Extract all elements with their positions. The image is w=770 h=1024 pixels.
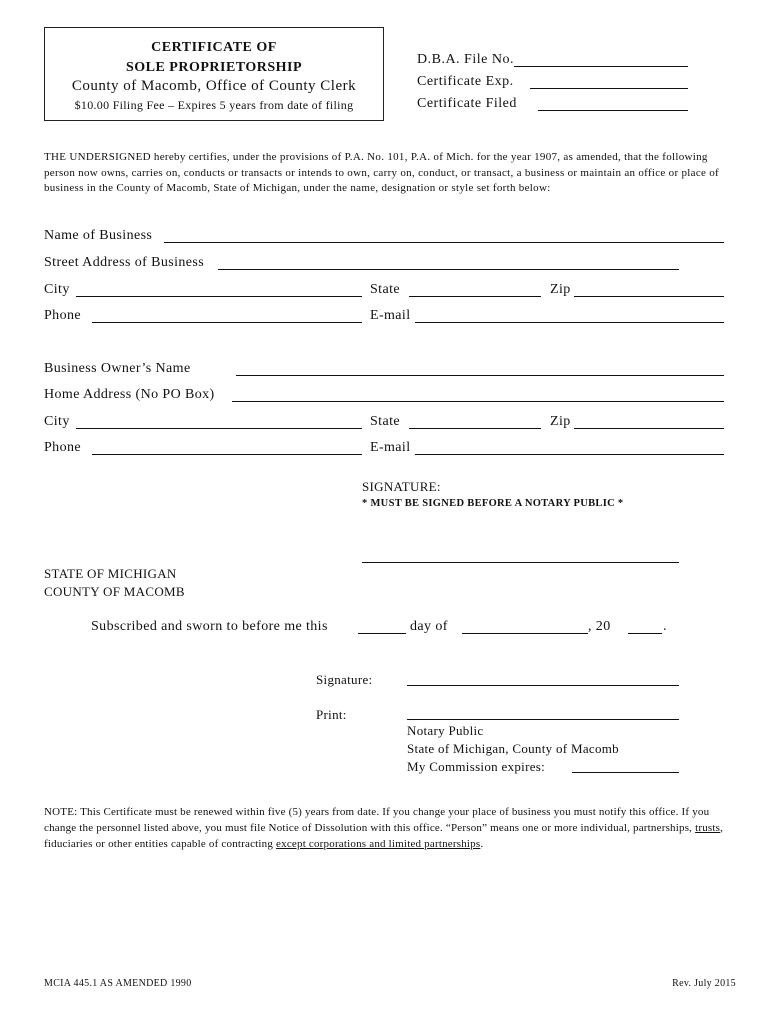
footer-form-code: MCIA 445.1 AS AMENDED 1990	[44, 978, 192, 989]
business-zip-label: Zip	[550, 282, 571, 297]
business-name-field[interactable]	[164, 242, 724, 243]
owner-email-label: E-mail	[370, 440, 411, 455]
notary-notice: * MUST BE SIGNED BEFORE A NOTARY PUBLIC *	[362, 498, 624, 509]
notary-line3: My Commission expires:	[407, 759, 546, 774]
note-text1: NOTE: This Certificate must be renewed within five (5) years from date. If you change your place of business you must notify this office. If you change the personnel listed above, you must file Notice of Dissolution with this office. “Person” means one or more individual, partnerships,	[44, 806, 710, 834]
notary-print-field[interactable]	[407, 719, 679, 720]
notary-signature-label: Signature:	[316, 672, 373, 687]
note-except: except corporations and limited partnerships	[276, 838, 481, 850]
cert-exp-label: Certificate Exp.	[417, 74, 514, 89]
business-state-label: State	[370, 282, 400, 297]
sworn-part2: day of	[410, 619, 448, 634]
venue-county: COUNTY OF MACOMB	[44, 584, 185, 599]
business-city-label: City	[44, 282, 70, 297]
owner-zip-label: Zip	[550, 414, 571, 429]
sworn-part3: , 20	[588, 619, 611, 634]
owner-state-label: State	[370, 414, 400, 429]
notary-print-label: Print:	[316, 707, 347, 722]
note-text3: .	[480, 838, 484, 850]
sworn-part1: Subscribed and sworn to before me this	[91, 619, 328, 634]
business-phone-label: Phone	[44, 308, 81, 323]
dba-file-no-label: D.B.A. File No.	[417, 52, 514, 67]
owner-city-field[interactable]	[76, 428, 362, 429]
owner-zip-field[interactable]	[574, 428, 724, 429]
business-state-field[interactable]	[409, 296, 541, 297]
sworn-day-field[interactable]	[358, 633, 406, 634]
signature-label: SIGNATURE:	[362, 479, 441, 494]
intro-text: hereby certifies, under the provisions of P.A. No. 101, P.A. of Mich. for the year 1907, as amended, that the following person now owns, carries on, conducts or transacts or intends to own, carry on, conduct, or transact, a business or maintain an office or place of business in the County of Macomb, State of Michigan, under the name, designation or style set forth below:	[44, 151, 719, 194]
owner-signature-field[interactable]	[362, 562, 679, 563]
home-address-label: Home Address (No PO Box)	[44, 387, 215, 402]
note-text2: , fiduciaries or other entities capable of contracting	[44, 822, 724, 850]
sworn-year-field[interactable]	[628, 633, 662, 634]
note-trusts: trusts	[695, 822, 721, 834]
footer-revision: Rev. July 2015	[672, 978, 736, 989]
notary-signature-field[interactable]	[407, 685, 679, 686]
intro-paragraph	[44, 150, 734, 197]
office-line: County of Macomb, Office of County Clerk	[71, 78, 357, 94]
owner-city-label: City	[44, 414, 70, 429]
sworn-month-field[interactable]	[462, 633, 588, 634]
street-address-field[interactable]	[218, 269, 679, 270]
business-phone-field[interactable]	[92, 322, 362, 323]
home-address-field[interactable]	[232, 401, 724, 402]
cert-filed-label: Certificate Filed	[417, 96, 517, 111]
title-box	[44, 27, 384, 121]
owner-state-field[interactable]	[409, 428, 541, 429]
cert-exp-field[interactable]	[530, 88, 688, 89]
owner-name-label: Business Owner’s Name	[44, 361, 191, 376]
intro-lead: THE UNDERSIGNED	[44, 151, 151, 163]
commission-expires-field[interactable]	[572, 772, 679, 773]
owner-phone-label: Phone	[44, 440, 81, 455]
fee-line: $10.00 Filing Fee – Expires 5 years from date of filing	[74, 98, 354, 112]
business-email-label: E-mail	[370, 308, 411, 323]
business-city-field[interactable]	[76, 296, 362, 297]
notary-line1: Notary Public	[407, 723, 484, 738]
renewal-note	[44, 804, 734, 852]
cert-filed-field[interactable]	[538, 110, 688, 111]
owner-name-field[interactable]	[236, 375, 724, 376]
sworn-part4: .	[663, 619, 667, 634]
notary-line2: State of Michigan, County of Macomb	[407, 741, 619, 756]
dba-file-no-field[interactable]	[514, 66, 688, 67]
business-email-field[interactable]	[415, 322, 724, 323]
form-title-line1: CERTIFICATE OF	[151, 40, 277, 55]
venue-state: STATE OF MICHIGAN	[44, 566, 177, 581]
owner-email-field[interactable]	[415, 454, 724, 455]
street-address-label: Street Address of Business	[44, 255, 205, 270]
business-name-label: Name of Business	[44, 228, 153, 243]
form-title-line2: SOLE PROPRIETORSHIP	[125, 60, 303, 75]
owner-phone-field[interactable]	[92, 454, 362, 455]
business-zip-field[interactable]	[574, 296, 724, 297]
